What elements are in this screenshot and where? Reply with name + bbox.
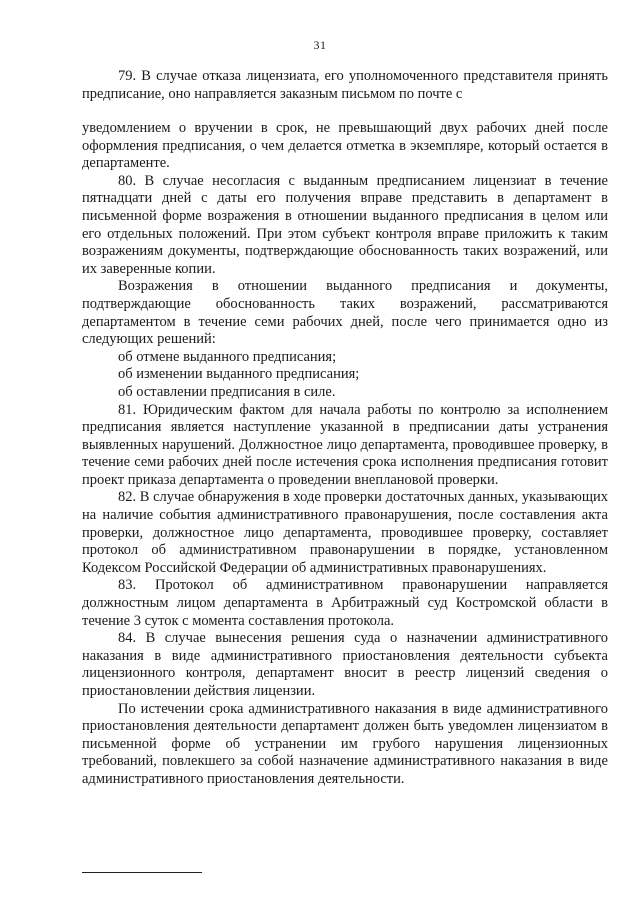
paragraph: Возражения в отношении выданного предписания и документы, подтверждающие обоснованность таких возражений, рассматриваются департаментом в течение семи рабочих дней, после чего принимается одно из следующих решений: [82,278,608,348]
footnote-separator [82,872,202,873]
paragraph: 81. Юридическим фактом для начала работы по контролю за исполнением предписания является наступление указанной в предписании даты устранения выявленных нарушений. Должностное лицо департамента, проводившее проверку, в течение семи рабочих дней после истечения срока исполнения предписания готовит проект приказа департамента о проведении внеплановой проверки. [82,401,608,488]
list-item: об оставлении предписания в силе. [118,383,336,400]
paragraph-79: 79. В случае отказа лицензиата, его уполномоченного представителя принять предписание, оно направляется заказным письмом по почте с [82,68,608,102]
paragraph: 83. Протокол об административном правонарушении направляется должностным лицом департамента в Арбитражный суд Костромской области в течение 3 суток с момента составления протокола. [82,577,608,629]
paragraph: По истечении срока административного наказания в виде административного приостановления деятельности департамент должен быть уведомлен лицензиатом в письменной форме об устранении им грубого нарушения лицензионных требований, повлекшего за собой назначение административного наказания в виде административного приостановления деятельности. [82,700,608,787]
paragraph: 82. В случае обнаружения в ходе проверки достаточных данных, указывающих на наличие события административного правонарушения, после составления акта проверки, должностное лицо департамента, проводившее проверку, составляет протокол об административном правонарушении в порядке, установленном Кодексом Российской Федерации об административных правонарушениях. [82,489,608,576]
paragraph: 84. В случае вынесения решения суда о назначении административного наказания в виде административного приостановления деятельности субъекта лицензионного контроля, департамент вносит в реестр лицензий сведения о приостановлении действия лицензии. [82,630,608,699]
page-number: 31 [313,38,327,52]
paragraph-block-top [82,68,608,103]
list-item: об отмене выданного предписания; [118,348,337,365]
list-item: об изменении выданного предписания; [118,366,360,383]
paragraph: 80. В случае несогласия с выданным предписанием лицензиат в течение пятнадцати дней с даты его получения вправе представить в департамент в письменной форме возражения в отношении выданного предписания в целом или его отдельных положений. При этом субъект контроля вправе приложить к таким возражениям документы, подтверждающие обоснованность таких возражений, или их заверенные копии. [82,172,608,277]
paragraph-block-main [82,120,608,789]
paragraph: уведомлением о вручении в срок, не превышающий двух рабочих дней после оформления предписания, о чем делается отметка в экземпляре, который остается в департаменте. [82,120,608,172]
